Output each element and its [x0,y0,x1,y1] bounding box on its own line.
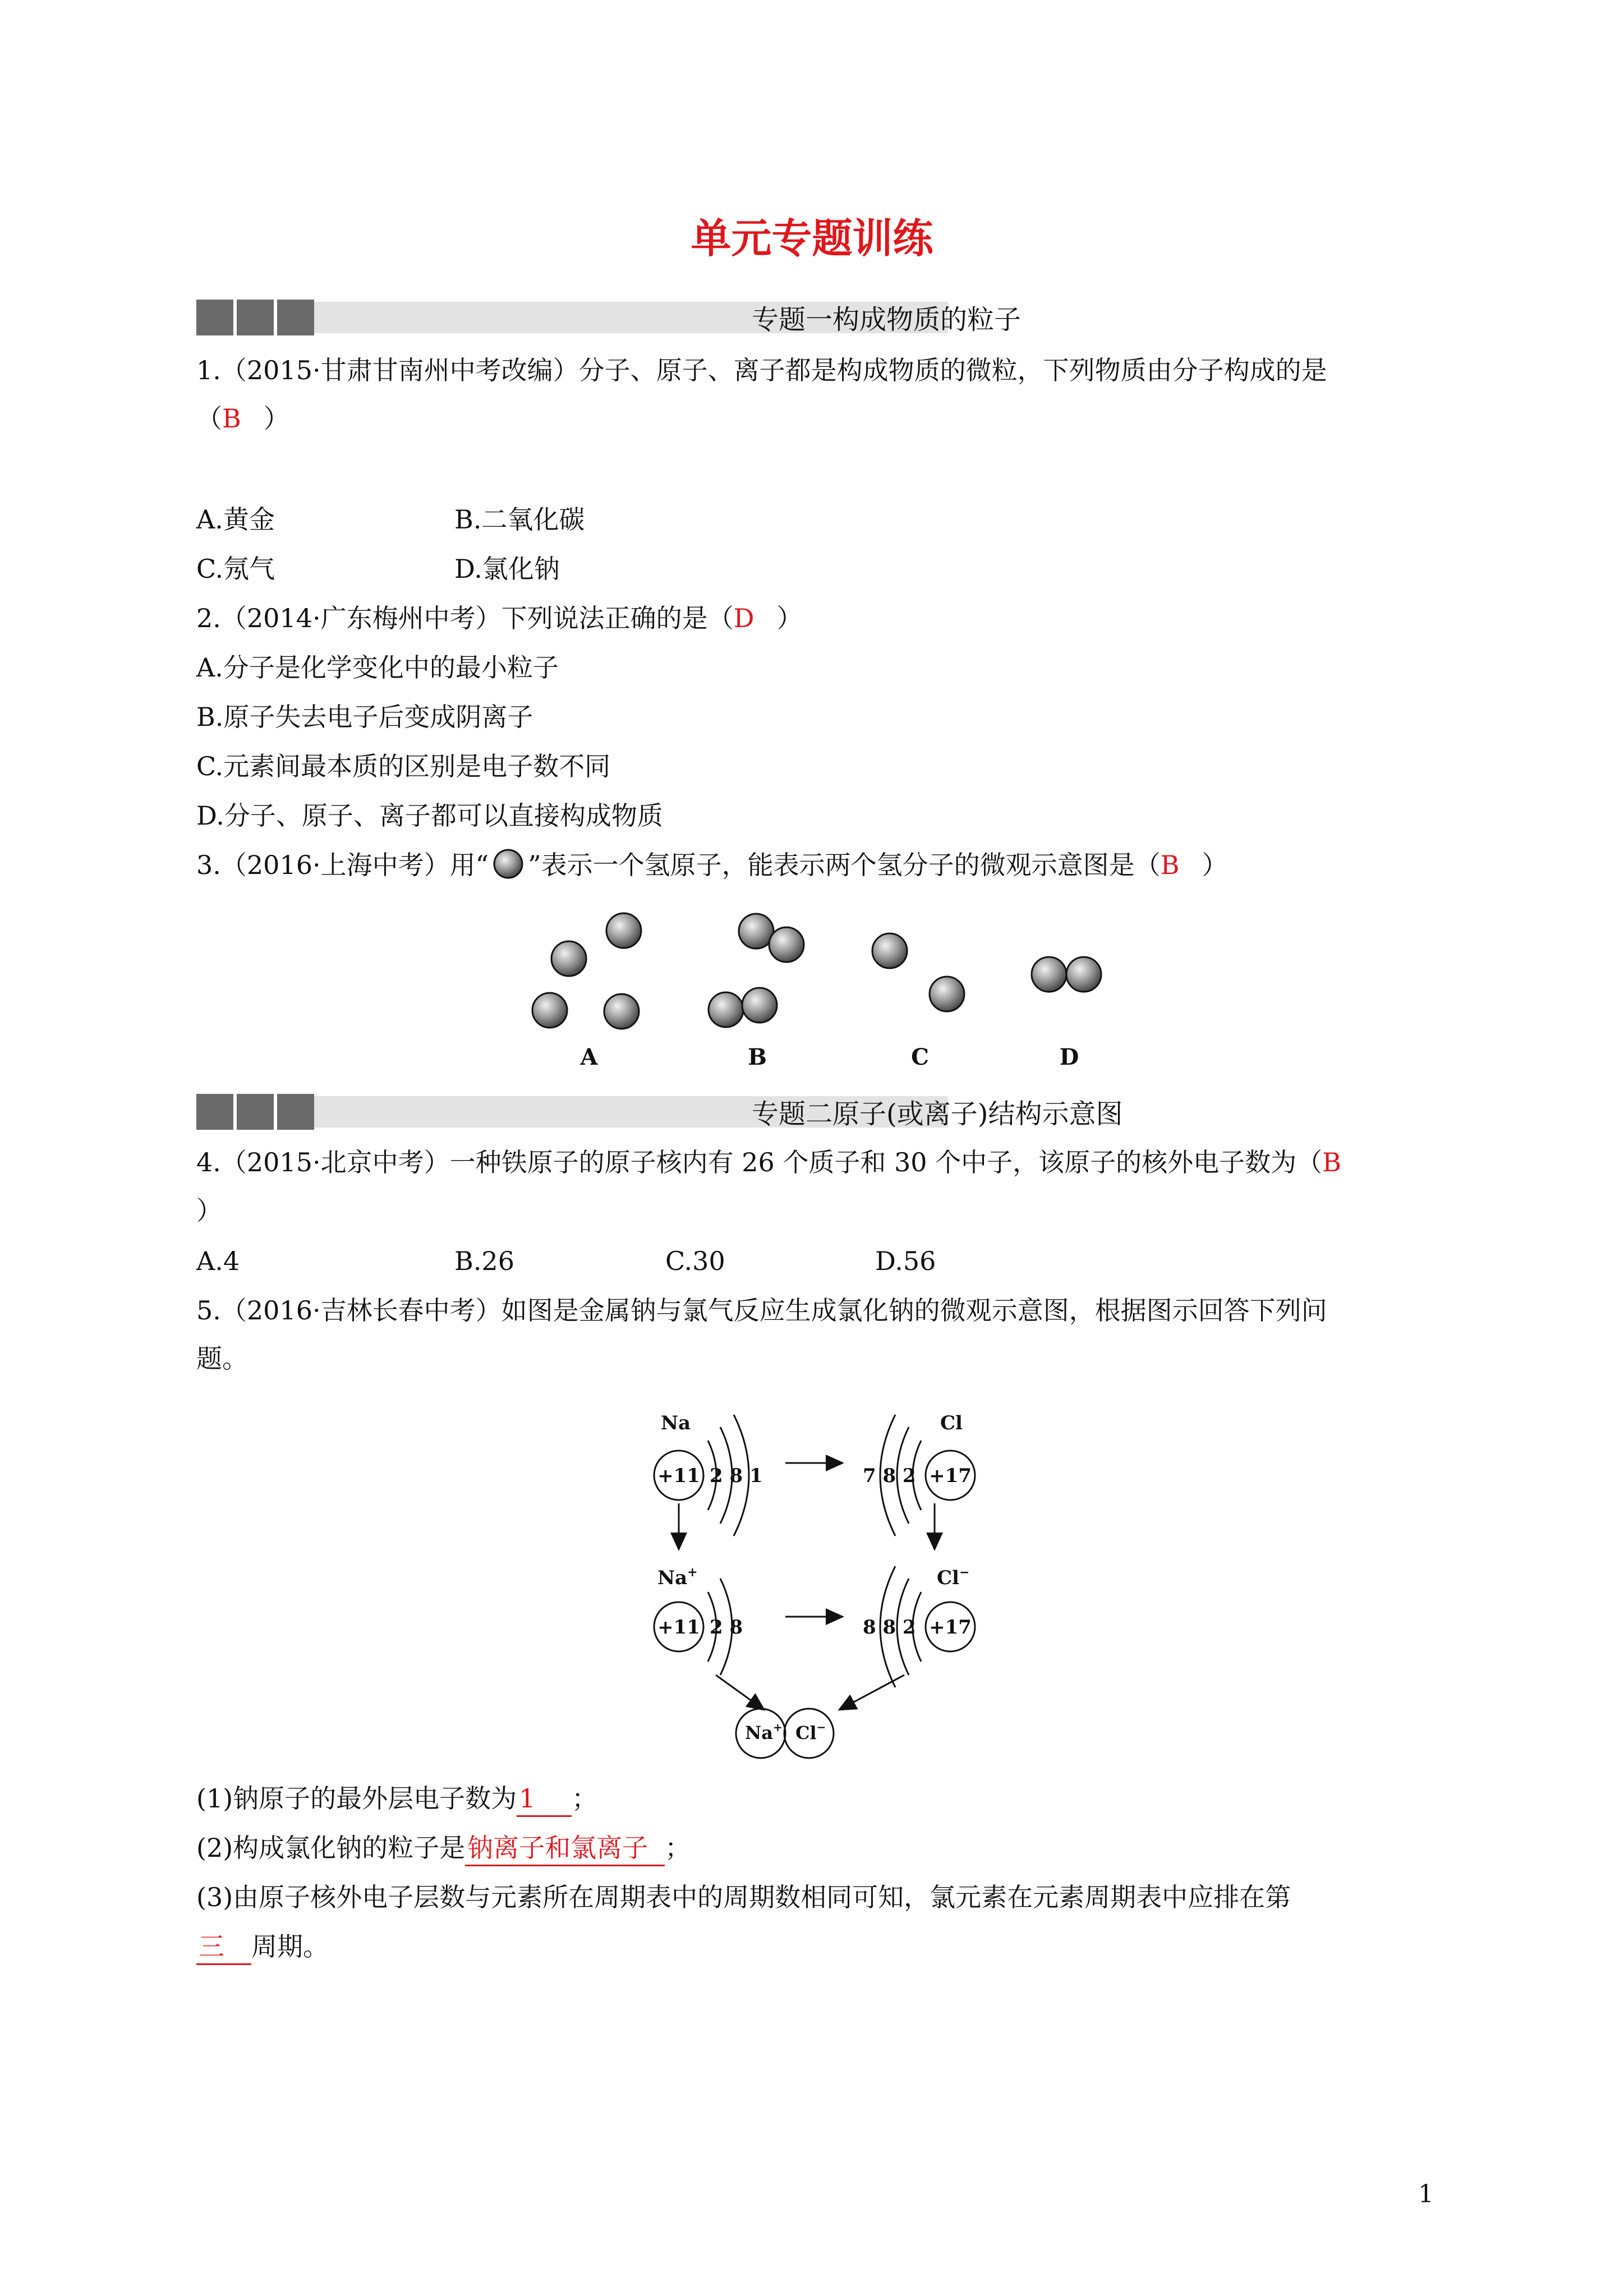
banner-square [277,1094,314,1130]
sub-3-end: 周期。 [251,1931,329,1962]
na-ion-charge: + [687,1565,698,1580]
q1-option-c: C.氖气 [196,554,275,584]
option-c-label: C [911,1044,929,1070]
h-atom [604,994,639,1029]
hydrogen-molecule-diagram [0,875,1624,1088]
q2-option-c: C.元素间最本质的区别是电子数不同 [196,751,611,781]
na-label: Na [661,1412,691,1434]
pair-na-charge: + [772,1720,783,1734]
q1-option-b: B.二氧化碳 [454,504,585,535]
na-ion-shell-electrons: 2 8 [710,1616,743,1639]
question-3-text-after: ”表示一个氢原子，能表示两个氢分子的微观示意图是（ [528,850,1161,880]
question-1-stem: 1.（2015·甘肃甘南州中考改编）分子、原子、离子都是构成物质的微粒，下列物质由分子构成的是 [196,355,1327,385]
sub-1-answer: 1 [517,1782,572,1817]
h-atom [709,992,743,1027]
h-atom [606,913,641,948]
option-b-label: B [748,1044,767,1070]
na-nucleus-charge: +11 [657,1465,700,1487]
q1-option-a: A.黄金 [196,504,275,535]
sub-2-end: ； [665,1833,691,1863]
q2-option-b: B.原子失去电子后变成阴离子 [196,702,533,732]
sub-2-text: (2)构成氯化钠的粒子是 [196,1833,466,1863]
arrow-down-right-icon [716,1675,764,1710]
pair-na-label [745,1720,783,1743]
sub-1-text: (1)钠原子的最外层电子数为 [196,1783,517,1814]
banner-square [196,1094,233,1130]
pair-cl-symbol: Cl [795,1722,817,1743]
page-number: 1 [1418,2180,1434,2208]
question-4-answer: B [1322,1147,1341,1177]
cl-ion-label [937,1565,969,1589]
section-title-2: 专题二原子(或离子)结构示意图 [752,1098,1123,1130]
banner-square [237,1094,274,1130]
section-title-1: 专题一构成物质的粒子 [752,304,1022,335]
banner-square [196,300,233,335]
pair-na-symbol: Na [745,1722,773,1743]
question-5-stem: 5.（2016·吉林长春中考）如图是金属钠与氯气反应生成氯化钠的微观示意图，根据图示回答下列问 [196,1295,1327,1326]
q1-option-d: D.氯化钠 [454,554,560,584]
option-b-atoms [709,914,804,1027]
na-ion-label [657,1565,698,1589]
cl-ion-nucleus-charge: +17 [929,1616,972,1639]
h-atom [930,977,964,1011]
h-atom [1066,957,1101,992]
q4-option-c: C.30 [665,1246,725,1276]
paren-close: ） [263,403,289,434]
h-atom [742,988,777,1023]
h-atom [532,993,567,1028]
question-4-text: 4.（2015·北京中考）一种铁原子的原子核内有 26 个质子和 30 个中子，该原子的核外电子数为（ [196,1147,1323,1177]
h-atom [872,933,907,968]
question-1-answer: B [222,403,241,434]
option-d-atoms [1032,957,1101,992]
banner-square [277,300,314,335]
question-4-stem [196,1145,1341,1179]
sub-3-answer: 三 [196,1930,251,1965]
question-3-text-before: 3.（2016·上海中考）用“ [196,850,489,880]
question-5-stem-cont: 题。 [196,1343,248,1374]
sub-2-answer: 钠离子和氯离子 [465,1831,665,1866]
h-atom [769,927,804,962]
q4-option-d: D.56 [875,1246,936,1276]
banner-square [237,300,274,335]
paren-close: ） [776,603,803,633]
arrow-down-left-icon [839,1675,904,1710]
cl-ion-charge: − [959,1565,970,1580]
sub-1-end: ； [572,1783,598,1814]
page-title: 单元专题训练 [691,215,933,262]
question-5-sub-1 [196,1782,597,1817]
pair-cl-label [795,1720,826,1743]
question-3-answer: B [1160,850,1180,880]
q2-option-a: A.分子是化学变化中的最小粒子 [196,652,559,683]
na-ion-nucleus-charge: +11 [657,1616,700,1639]
option-c-atoms [872,933,964,1011]
sodium-chloride-diagram [0,1391,1624,1773]
option-a-atoms [532,913,641,1029]
cl-nucleus-charge: +17 [929,1465,972,1487]
paren-open: （ [196,403,222,434]
h-atom [551,941,586,976]
q4-option-a: A.4 [196,1246,240,1276]
q4-option-b: B.26 [454,1246,514,1276]
paren-close: ） [196,1195,222,1226]
question-5-sub-2 [196,1831,691,1866]
question-1-answer-line [196,402,289,435]
question-5-sub-3: (3)由原子核外电子层数与元素所在周期表中的周期数相同可知，氯元素在元素周期表中应排在第 [196,1882,1291,1912]
question-5-sub-3-cont [196,1930,329,1965]
question-2-answer: D [733,603,755,633]
cl-shell-electrons: 7 8 2 [863,1465,916,1487]
q2-option-d: D.分子、原子、离子都可以直接构成物质 [196,800,663,831]
pair-cl-charge: − [816,1720,826,1734]
paren-close: ） [1202,850,1228,880]
option-a-label: A [580,1044,598,1070]
cl-ion-shell-electrons: 8 8 2 [863,1616,916,1639]
question-2-text: 2.（2014·广东梅州中考）下列说法正确的是（ [196,603,734,633]
question-2-stem [196,601,802,635]
option-d-label: D [1059,1044,1079,1070]
h-atom [1032,957,1066,992]
na-shell-electrons: 2 8 1 [710,1465,763,1487]
na-ion-symbol: Na [657,1567,688,1589]
cl-label: Cl [940,1412,963,1434]
cl-ion-symbol: Cl [937,1567,959,1589]
